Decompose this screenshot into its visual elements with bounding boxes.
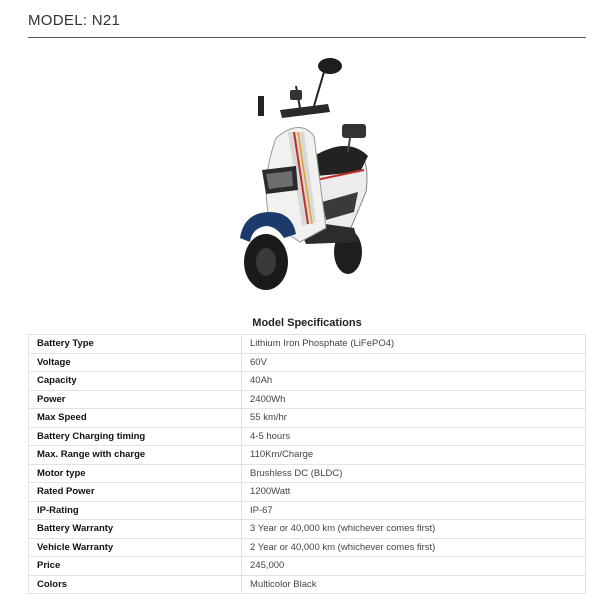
table-row <box>29 353 586 372</box>
spec-label: Motor type <box>29 464 242 483</box>
table-row <box>29 575 586 594</box>
spec-value: Lithium Iron Phosphate (LiFePO4) <box>242 335 586 354</box>
specifications-heading: Model Specifications <box>252 317 362 329</box>
model-title: MODEL: N21 <box>28 12 121 29</box>
spec-value: Multicolor Black <box>242 575 586 594</box>
spec-label: Vehicle Warranty <box>29 538 242 557</box>
title-divider <box>28 37 586 38</box>
spec-value: 3 Year or 40,000 km (whichever comes first) <box>242 520 586 539</box>
spec-label: Colors <box>29 575 242 594</box>
table-row <box>29 501 586 520</box>
specifications-table <box>28 334 586 594</box>
spec-value: 1200Watt <box>242 483 586 502</box>
spec-label: Battery Type <box>29 335 242 354</box>
table-row <box>29 409 586 428</box>
spec-value: 2 Year or 40,000 km (whichever comes first) <box>242 538 586 557</box>
spec-label: Battery Warranty <box>29 520 242 539</box>
table-row <box>29 464 586 483</box>
spec-label: Capacity <box>29 372 242 391</box>
spec-value: 4-5 hours <box>242 427 586 446</box>
spec-value: 40Ah <box>242 372 586 391</box>
table-row <box>29 427 586 446</box>
scooter-image <box>230 52 390 302</box>
table-row <box>29 446 586 465</box>
table-row <box>29 520 586 539</box>
table-row <box>29 538 586 557</box>
spec-value: 110Km/Charge <box>242 446 586 465</box>
spec-label: Rated Power <box>29 483 242 502</box>
spec-label: Battery Charging timing <box>29 427 242 446</box>
spec-label: Max. Range with charge <box>29 446 242 465</box>
spec-value: Brushless DC (BLDC) <box>242 464 586 483</box>
spec-value: 245,000 <box>242 557 586 576</box>
spec-label: Voltage <box>29 353 242 372</box>
spec-label: Max Speed <box>29 409 242 428</box>
table-row <box>29 483 586 502</box>
spec-value: IP-67 <box>242 501 586 520</box>
spec-label: Power <box>29 390 242 409</box>
spec-label: IP-Rating <box>29 501 242 520</box>
spec-value: 55 km/hr <box>242 409 586 428</box>
spec-value: 60V <box>242 353 586 372</box>
table-row <box>29 372 586 391</box>
spec-value: 2400Wh <box>242 390 586 409</box>
table-row <box>29 390 586 409</box>
table-row <box>29 557 586 576</box>
spec-label: Price <box>29 557 242 576</box>
table-row <box>29 335 586 354</box>
